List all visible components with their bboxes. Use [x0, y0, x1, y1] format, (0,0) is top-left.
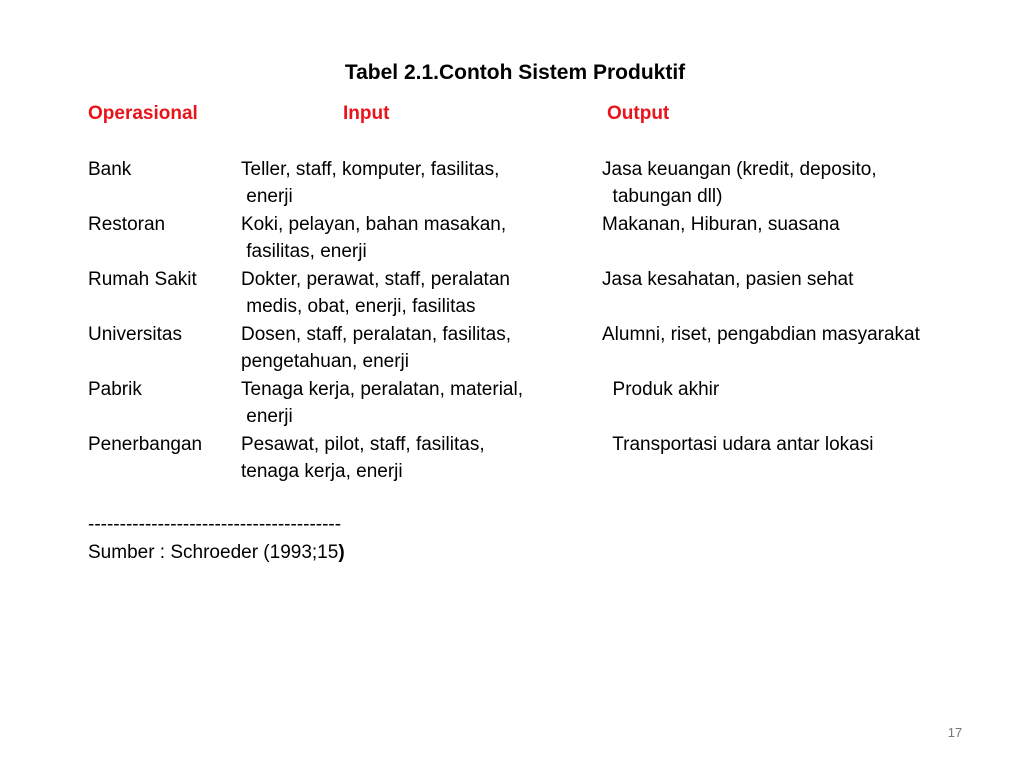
- table-row: [0, 376, 1024, 430]
- source-citation: [88, 539, 345, 566]
- page-number: 17: [947, 725, 963, 740]
- table-row: [0, 321, 1024, 375]
- row-operasional: Penerbangan: [88, 434, 203, 455]
- table-row: [0, 266, 1024, 320]
- source-text: Sumber : Schroeder (1993;15: [88, 542, 339, 563]
- table-title: Tabel 2.1.Contoh Sistem Produktif: [344, 61, 686, 84]
- row-input: Dosen, staff, peralatan, fasilitas, pengetahuan, enerji: [241, 324, 512, 372]
- table-row: [0, 156, 1024, 210]
- table-row: [0, 211, 1024, 265]
- row-input: Pesawat, pilot, staff, fasilitas, tenaga kerja, enerji: [241, 434, 485, 482]
- row-output: Produk akhir: [602, 379, 720, 400]
- row-input: Dokter, perawat, staff, peralatan medis, obat, enerji, fasilitas: [241, 269, 510, 317]
- row-input: Tenaga kerja, peralatan, material, enerji: [241, 379, 523, 427]
- row-operasional: Pabrik: [88, 379, 142, 400]
- table-row: [0, 431, 1024, 485]
- row-output: Alumni, riset, pengabdian masyarakat: [602, 324, 920, 345]
- row-output: Jasa keuangan (kredit, deposito, tabungan dll): [602, 159, 877, 207]
- row-input: Koki, pelayan, bahan masakan, fasilitas, enerji: [241, 214, 507, 262]
- row-input: Teller, staff, komputer, fasilitas, enerji: [241, 159, 500, 207]
- row-output: Makanan, Hiburan, suasana: [602, 214, 840, 235]
- source-close-paren: ): [338, 542, 345, 563]
- row-operasional: Restoran: [88, 214, 166, 235]
- header-output: Output: [607, 103, 670, 124]
- row-output: Jasa kesahatan, pasien sehat: [602, 269, 854, 290]
- divider-line: ----------------------------------------: [88, 514, 342, 535]
- row-operasional: Rumah Sakit: [88, 269, 197, 290]
- row-operasional: Bank: [88, 159, 132, 180]
- header-operasional: Operasional: [88, 103, 198, 124]
- row-operasional: Universitas: [88, 324, 182, 345]
- row-output: Transportasi udara antar lokasi: [602, 434, 874, 455]
- header-input: Input: [343, 103, 390, 124]
